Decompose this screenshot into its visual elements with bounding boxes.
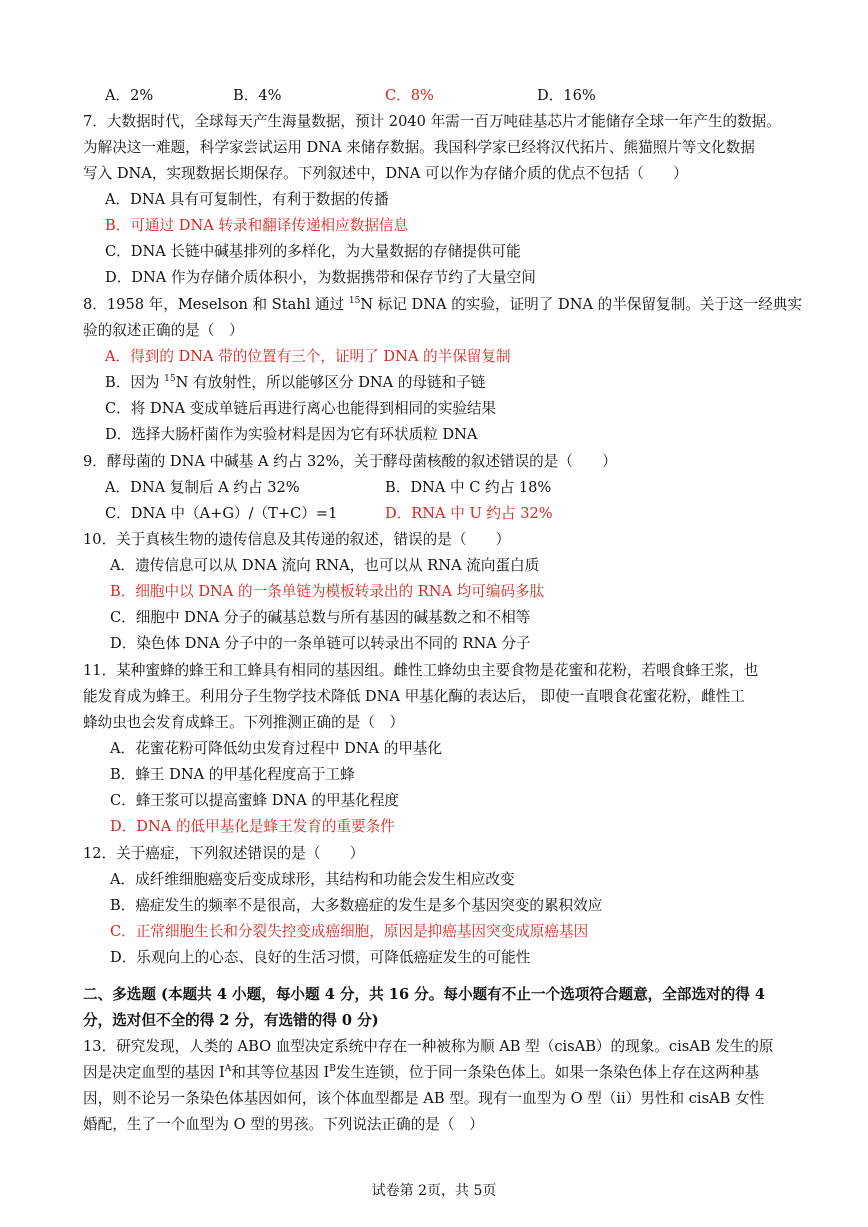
- q9-stem: 9．酵母菌的 DNA 中碱基 A 约占 32%，关于酵母菌核酸的叙述错误的是（ ）: [83, 453, 617, 470]
- q8-option-b-post: N 有放射性，所以能够区分 DNA 的母链和子链: [175, 374, 486, 391]
- q8-option-c: C．将 DNA 变成单链后再进行离心也能得到相同的实验结果: [105, 400, 497, 417]
- q6-option-b: B．4%: [233, 87, 282, 104]
- q7-stem-line3: 写入 DNA，实现数据长期保存。下列叙述中，DNA 可以作为存储介质的优点不包括（ ）: [83, 165, 688, 182]
- q10-option-c: C．细胞中 DNA 分子的碱基总数与所有基因的碱基数之和不相等: [110, 609, 531, 626]
- q8-stem-post: N 标记 DNA 的实验，证明了 DNA 的半保留复制。关于这一经典实: [360, 296, 802, 313]
- section2-heading-line2: 分，选对但不全的得 2 分，有选错的得 0 分): [83, 1012, 379, 1029]
- q11-stem-line3: 蜂幼虫也会发育成蜂王。下列推测正确的是（ ）: [83, 714, 405, 731]
- q11-stem-line2: 能发育成为蜂王。利用分子生物学技术降低 DNA 甲基化酶的表达后， 即使一直喂食花蜜花粉，雌性工: [83, 688, 745, 705]
- q7-option-c: C．DNA 长链中碱基排列的多样化，为大量数据的存储提供可能: [105, 243, 521, 260]
- q6-option-d: D．16%: [537, 87, 596, 104]
- q12-option-b: B．癌症发生的频率不是很高，大多数癌症的发生是多个基因突变的累积效应: [110, 897, 603, 914]
- q13-stem-line2: [83, 1063, 759, 1083]
- q13-stem-line1: 13．研究发现，人类的 ABO 血型决定系统中存在一种被称为顺 AB 型（cisAB）的现象。cisAB 发生的原: [83, 1038, 774, 1055]
- q8-option-b-sup: 15: [164, 374, 176, 384]
- q8-stem-line1: [83, 295, 802, 315]
- q7-option-a: A．DNA 具有可复制性，有利于数据的传播: [105, 191, 389, 208]
- q12-option-a: A．成纤维细胞癌变后变成球形，其结构和功能会发生相应改变: [110, 871, 515, 888]
- q10-stem: 10．关于真核生物的遗传信息及其传递的叙述，错误的是（ ）: [83, 531, 511, 548]
- q11-option-a: A．花蜜花粉可降低幼虫发育过程中 DNA 的甲基化: [110, 740, 443, 757]
- q8-stem-line2: 验的叙述正确的是（ ）: [83, 322, 244, 339]
- q8-option-a: A．得到的 DNA 带的位置有三个，证明了 DNA 的半保留复制: [105, 348, 511, 365]
- q8-option-b: [105, 373, 485, 393]
- q8-stem-pre: 8．1958 年，Meselson 和 Stahl 通过: [83, 296, 349, 313]
- q13-stem-line3: 因，则不论另一条染色体基因如何，该个体血型都是 AB 型。现有一血型为 O 型（ii）男性和 cisAB 女性: [83, 1090, 765, 1107]
- q12-stem: 12．关于癌症，下列叙述错误的是（ ）: [83, 845, 365, 862]
- q11-stem-line1: 11．某种蜜蜂的蜂王和工蜂具有相同的基因组。雌性工蜂幼虫主要食物是花蜜和花粉，若喂食蜂王浆，也: [83, 662, 759, 679]
- q12-option-c: C．正常细胞生长和分裂失控变成癌细胞，原因是抑癌基因突变成原癌基因: [110, 923, 589, 940]
- q11-option-c: C．蜂王浆可以提高蜜蜂 DNA 的甲基化程度: [110, 792, 399, 809]
- page-footer: 试卷第 2页，共 5页: [371, 1183, 497, 1199]
- q10-option-d: D．染色体 DNA 分子中的一条单链可以转录出不同的 RNA 分子: [110, 635, 531, 652]
- q9-option-d: D．RNA 中 U 约占 32%: [385, 505, 553, 522]
- q8-isotope-sup: 15: [348, 296, 361, 306]
- q12-option-d: D．乐观向上的心态、良好的生活习惯，可降低癌症发生的可能性: [110, 949, 531, 966]
- q8-option-d: D．选择大肠杆菌作为实验材料是因为它有环状质粒 DNA: [105, 426, 478, 443]
- q11-option-b: B．蜂王 DNA 的甲基化程度高于工蜂: [110, 766, 355, 783]
- q13-stem-line2-pre: 因是决定血型的基因 I: [83, 1064, 225, 1081]
- q13-stem-line2-post: 发生连锁，位于同一条染色体上。如果一条染色体上存在这两种基: [335, 1064, 760, 1081]
- q9-option-b: B．DNA 中 C 约占 18%: [385, 479, 552, 496]
- q7-stem-line2: 为解决这一难题，科学家尝试运用 DNA 来储存数据。我国科学家已经将汉代拓片、熊猫照片等文化数据: [83, 139, 755, 156]
- q7-stem-line1: 7．大数据时代，全球每天产生海量数据，预计 2040 年需一百万吨硅基芯片才能储存全球一年产生的数据。: [83, 113, 781, 130]
- q10-option-a: A．遗传信息可以从 DNA 流向 RNA，也可以从 RNA 流向蛋白质: [110, 557, 540, 574]
- q6-option-c: C．8%: [385, 87, 434, 104]
- q10-option-b: B．细胞中以 DNA 的一条单链为模板转录出的 RNA 均可编码多肽: [110, 583, 545, 600]
- q13-stem-line2-mid: 和其等位基因 I: [231, 1064, 330, 1081]
- q13-stem-line4: 婚配，生了一个血型为 O 型的男孩。下列说法正确的是（ ）: [83, 1116, 484, 1133]
- q13-allele-b-sup: B: [329, 1064, 336, 1074]
- q9-option-a: A．DNA 复制后 A 约占 32%: [105, 479, 300, 496]
- q7-option-b: B．可通过 DNA 转录和翻译传递相应数据信息: [105, 217, 409, 234]
- section2-heading-line1: 二、多选题 (本题共 4 小题，每小题 4 分，共 16 分。每小题有不止一个选项符合题意，全部选对的得 4: [83, 986, 766, 1003]
- q6-option-a: A．2%: [105, 87, 154, 104]
- q8-option-b-pre: B．因为: [105, 374, 165, 391]
- q7-option-d: D．DNA 作为存储介质体积小，为数据携带和保存节约了大量空间: [105, 269, 536, 286]
- q9-option-c: C．DNA 中（A+G）/（T+C）=1: [105, 505, 338, 522]
- q11-option-d: D．DNA 的低甲基化是蜂王发育的重要条件: [110, 818, 395, 835]
- q13-allele-a-sup: A: [224, 1064, 232, 1074]
